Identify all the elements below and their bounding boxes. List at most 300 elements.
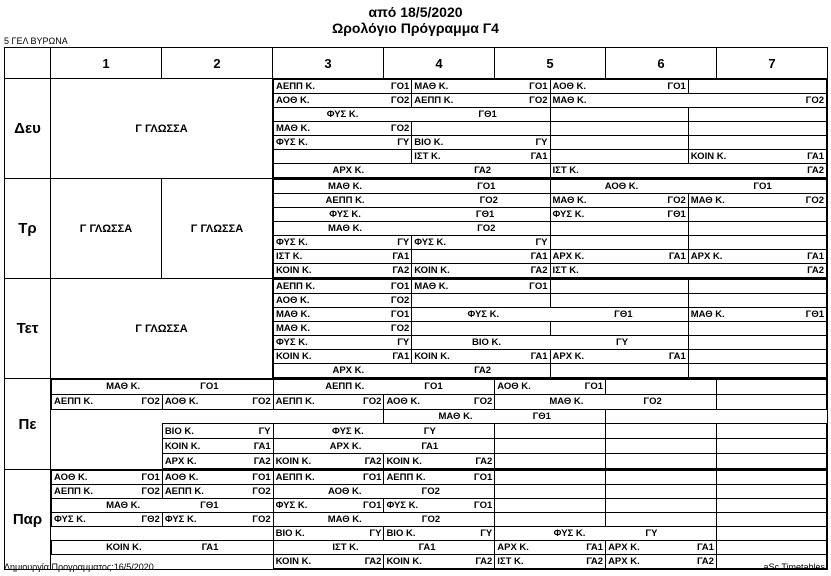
lesson-cell[interactable] xyxy=(412,336,689,350)
lesson-cell[interactable] xyxy=(384,499,495,513)
empty-cell[interactable] xyxy=(550,122,688,136)
table-row xyxy=(274,308,827,322)
lesson-subject: ΑΕΠΠ Κ. xyxy=(54,396,94,408)
lesson-group: ΓΟ2 xyxy=(252,396,271,408)
table-row xyxy=(52,439,827,454)
table-row xyxy=(52,394,827,409)
empty-cell[interactable] xyxy=(606,499,717,513)
lesson-cell[interactable] xyxy=(412,80,550,94)
empty-cell[interactable] xyxy=(716,380,826,395)
page-title xyxy=(0,0,831,36)
lesson-cell[interactable] xyxy=(273,527,384,541)
lesson-group: ΓΥ xyxy=(397,337,410,348)
lesson-group: ΓΟ1 xyxy=(141,472,160,483)
empty-cell[interactable] xyxy=(688,108,826,122)
empty-cell[interactable] xyxy=(550,136,688,150)
lesson-subject: ΜΑΘ Κ. xyxy=(414,81,449,92)
lesson-cell[interactable] xyxy=(412,280,550,294)
lesson-cell[interactable] xyxy=(162,513,273,527)
lesson-subject: ΦΥΣ Κ. xyxy=(276,137,308,148)
lesson-group: ΓΑ1 xyxy=(421,440,439,452)
lesson-group: ΓΥ xyxy=(615,337,629,348)
empty-cell[interactable] xyxy=(606,513,717,527)
lesson-cell[interactable] xyxy=(274,164,551,178)
lesson-subject: ΙΣΤ Κ. xyxy=(276,251,303,262)
lesson-subject: ΒΙΟ Κ. xyxy=(275,528,305,539)
lesson-group: ΓΟ2 xyxy=(141,396,160,408)
lesson-group: ΓΑ1 xyxy=(807,151,824,162)
lesson-cell[interactable] xyxy=(550,80,688,94)
empty-cell[interactable] xyxy=(550,364,688,378)
empty-cell[interactable] xyxy=(716,424,826,439)
column-header-3: 3 xyxy=(273,48,384,79)
lesson-cell[interactable] xyxy=(688,250,826,264)
empty-cell[interactable] xyxy=(606,439,717,454)
empty-cell xyxy=(162,527,273,541)
lesson-group: ΓΘ1 xyxy=(200,500,219,511)
lesson-subject: ΚΟΙΝ Κ. xyxy=(276,265,312,276)
lesson-cell[interactable] xyxy=(412,136,550,150)
lesson-subject: ΑΡΧ Κ. xyxy=(497,542,529,553)
empty-cell xyxy=(606,409,717,424)
lesson-group: ΓΑ1 xyxy=(392,251,410,262)
lesson-cell[interactable] xyxy=(412,94,550,108)
lesson-cell[interactable] xyxy=(550,250,688,264)
lesson-subject: ΑΕΠΠ Κ. xyxy=(276,81,316,92)
empty-cell[interactable] xyxy=(412,294,550,308)
tuesday-lessons xyxy=(273,179,828,279)
lesson-group: ΓΑ2 xyxy=(586,556,604,567)
lesson-cell[interactable] xyxy=(550,164,827,178)
lesson-cell[interactable] xyxy=(384,555,495,569)
lesson-subject: ΜΑΘ Κ. xyxy=(276,123,311,134)
day-row-tuesday xyxy=(5,179,828,279)
lesson-cell[interactable] xyxy=(273,394,384,409)
lesson-cell[interactable] xyxy=(550,350,688,364)
lesson-cell[interactable] xyxy=(274,180,551,194)
lesson-cell[interactable] xyxy=(688,308,826,322)
column-header-2: 2 xyxy=(162,48,273,79)
lesson-subject: ΙΣΤ Κ. xyxy=(552,265,579,276)
lesson-cell[interactable] xyxy=(273,454,384,469)
lesson-cell[interactable] xyxy=(550,264,827,278)
lesson-group: ΓΟ2 xyxy=(252,514,271,525)
empty-cell[interactable] xyxy=(716,513,826,527)
lesson-subject: ΑΡΧ Κ. xyxy=(164,455,197,467)
lesson-group: ΓΟ1 xyxy=(667,81,686,92)
lesson-subject: ΑΡΧ Κ. xyxy=(332,165,365,176)
day-row-wednesday xyxy=(5,279,828,379)
day-label-tuesday: Τρ xyxy=(5,179,51,279)
lesson-subject: ΦΥΣ Κ. xyxy=(332,425,364,437)
lesson-group: ΓΘ1 xyxy=(532,411,551,423)
empty-cell[interactable] xyxy=(688,236,826,250)
table-row xyxy=(52,555,827,569)
column-header-6: 6 xyxy=(606,48,717,79)
lesson-group: ΓΘ2 xyxy=(141,514,160,525)
lesson-group: ΓΑ2 xyxy=(392,265,410,276)
empty-cell[interactable] xyxy=(688,364,826,378)
lesson-subject: ΜΑΘ Κ. xyxy=(276,309,311,320)
lesson-cell[interactable] xyxy=(273,499,384,513)
empty-cell[interactable] xyxy=(550,150,688,164)
lesson-subject: ΒΙΟ Κ. xyxy=(471,337,501,348)
wednesday-lessons xyxy=(273,279,828,379)
lesson-group: ΓΟ2 xyxy=(473,396,493,408)
empty-cell[interactable] xyxy=(606,471,717,485)
lesson-group: ΓΑ1 xyxy=(807,251,824,262)
table-row xyxy=(52,409,827,424)
table-row xyxy=(274,122,827,136)
lesson-group: ΓΟ1 xyxy=(529,81,548,92)
table-row xyxy=(274,150,827,164)
lesson-subject: ΑΟΘ Κ. xyxy=(54,472,88,483)
empty-cell[interactable] xyxy=(550,322,688,336)
lesson-subject: ΑΕΠΠ Κ. xyxy=(54,486,94,497)
lesson-cell[interactable] xyxy=(384,527,495,541)
lesson-subject: ΚΟΙΝ Κ. xyxy=(414,351,450,362)
footer-product: aSc Timetables xyxy=(763,562,825,572)
lesson-cell[interactable] xyxy=(273,471,384,485)
table-row xyxy=(274,336,827,350)
lesson-group: ΓΥ xyxy=(397,237,410,248)
day-label-friday: Παρ xyxy=(5,470,51,570)
lesson-group: ΓΥ xyxy=(369,528,382,539)
lesson-subject: ΑΟΘ Κ. xyxy=(386,396,420,408)
empty-cell[interactable] xyxy=(716,471,826,485)
lesson-cell[interactable] xyxy=(274,94,412,108)
header-row xyxy=(5,48,828,79)
table-row xyxy=(274,250,827,264)
lesson-cell[interactable] xyxy=(52,380,274,395)
lesson-subject: ΚΟΙΝ Κ. xyxy=(276,351,312,362)
lesson-cell[interactable] xyxy=(273,555,384,569)
empty-cell[interactable] xyxy=(688,280,826,294)
empty-cell xyxy=(52,454,163,469)
lesson-group: ΓΟ1 xyxy=(363,500,382,511)
empty-cell[interactable] xyxy=(412,122,550,136)
lesson-subject: ΜΑΘ Κ. xyxy=(552,195,587,206)
empty-cell[interactable] xyxy=(606,424,717,439)
monday-gloss-label: Γ ΓΛΩΣΣΑ xyxy=(135,122,188,135)
monday-gloss-block xyxy=(51,79,273,179)
empty-cell[interactable] xyxy=(716,527,826,541)
lesson-group: ΓΟ1 xyxy=(390,81,410,92)
lesson-subject: ΙΣΤ Κ. xyxy=(497,556,524,567)
lesson-cell[interactable] xyxy=(274,136,412,150)
lesson-group: ΓΟ2 xyxy=(643,396,662,408)
table-row xyxy=(274,280,827,294)
friday-inner-grid xyxy=(51,470,827,569)
lesson-group: ΓΟ1 xyxy=(473,500,493,511)
lesson-group: ΓΟ2 xyxy=(477,223,496,234)
lesson-cell[interactable] xyxy=(384,454,495,469)
lesson-cell[interactable] xyxy=(162,439,273,454)
lesson-cell[interactable] xyxy=(606,555,717,569)
lesson-cell[interactable] xyxy=(495,541,606,555)
empty-cell[interactable] xyxy=(716,499,826,513)
lesson-group: ΓΑ2 xyxy=(364,556,382,567)
lesson-cell[interactable] xyxy=(384,394,495,409)
empty-cell[interactable] xyxy=(495,424,606,439)
lesson-group: ΓΥ xyxy=(397,137,410,148)
lesson-group: ΓΟ1 xyxy=(584,381,604,393)
lesson-cell[interactable] xyxy=(274,222,551,236)
lesson-cell[interactable] xyxy=(274,80,412,94)
empty-cell[interactable] xyxy=(688,336,826,350)
empty-cell xyxy=(273,409,384,424)
lesson-subject: ΑΟΘ Κ. xyxy=(552,81,587,92)
lesson-cell[interactable] xyxy=(52,485,163,499)
lesson-cell[interactable] xyxy=(384,471,495,485)
empty-cell[interactable] xyxy=(716,439,826,454)
lesson-group: ΓΟ2 xyxy=(252,486,271,497)
lesson-subject: ΑΟΘ Κ. xyxy=(276,95,310,106)
table-row xyxy=(52,424,827,439)
table-row xyxy=(274,294,827,308)
lesson-cell[interactable] xyxy=(273,485,495,499)
lesson-subject: ΜΑΘ Κ. xyxy=(690,195,725,206)
empty-cell[interactable] xyxy=(606,380,717,395)
lesson-group: ΓΑ1 xyxy=(668,351,686,362)
lesson-cell[interactable] xyxy=(274,264,412,278)
lesson-subject: ΒΙΟ Κ. xyxy=(164,425,194,437)
lesson-cell[interactable] xyxy=(162,424,273,439)
lesson-cell[interactable] xyxy=(550,194,688,208)
lesson-cell[interactable] xyxy=(495,527,717,541)
empty-cell[interactable] xyxy=(716,454,826,469)
empty-cell[interactable] xyxy=(688,222,826,236)
lesson-subject: ΚΟΙΝ Κ. xyxy=(164,440,201,452)
lesson-subject: ΑΕΠΠ Κ. xyxy=(276,281,316,292)
empty-cell[interactable] xyxy=(716,394,826,409)
empty-cell xyxy=(52,409,163,424)
lesson-group: ΓΑ1 xyxy=(253,440,271,452)
column-header-5: 5 xyxy=(495,48,606,79)
wednesday-gloss-block xyxy=(51,279,273,379)
lesson-group: ΓΑ1 xyxy=(586,542,604,553)
lesson-cell[interactable] xyxy=(273,439,495,454)
lesson-cell[interactable] xyxy=(52,513,163,527)
tuesday-gloss-label-1: Γ ΓΛΩΣΣΑ xyxy=(79,222,133,235)
table-row xyxy=(52,380,827,395)
lesson-cell[interactable] xyxy=(412,264,550,278)
lesson-cell[interactable] xyxy=(162,485,273,499)
lesson-subject: ΑΕΠΠ Κ. xyxy=(386,472,426,483)
empty-cell xyxy=(52,439,163,454)
lesson-cell[interactable] xyxy=(274,322,412,336)
lesson-group: ΓΑ1 xyxy=(668,251,686,262)
lesson-group: ΓΑ1 xyxy=(392,351,410,362)
empty-cell[interactable] xyxy=(550,236,688,250)
empty-cell[interactable] xyxy=(688,350,826,364)
table-row xyxy=(52,499,827,513)
lesson-group: ΓΑ2 xyxy=(475,556,493,567)
table-row xyxy=(274,108,827,122)
empty-cell[interactable] xyxy=(274,150,412,164)
table-row xyxy=(274,364,827,378)
empty-cell[interactable] xyxy=(550,108,688,122)
empty-cell xyxy=(162,555,273,569)
lesson-group: ΓΟ2 xyxy=(390,295,410,306)
lesson-group: ΓΟ1 xyxy=(424,381,443,393)
lesson-subject: ΜΑΘ Κ. xyxy=(549,396,584,408)
lesson-cell[interactable] xyxy=(412,350,550,364)
lesson-cell[interactable] xyxy=(495,394,717,409)
lesson-group: ΓΑ2 xyxy=(474,165,491,176)
lesson-cell[interactable] xyxy=(412,250,550,264)
wednesday-inner-grid xyxy=(273,279,827,378)
lesson-cell[interactable] xyxy=(274,336,412,350)
lesson-cell[interactable] xyxy=(688,194,826,208)
lesson-cell[interactable] xyxy=(274,236,412,250)
lesson-cell[interactable] xyxy=(495,380,606,395)
lesson-group: ΓΘ1 xyxy=(614,309,633,320)
table-row xyxy=(52,513,827,527)
empty-cell[interactable] xyxy=(495,499,606,513)
lesson-group: ΓΟ2 xyxy=(479,195,498,206)
empty-cell[interactable] xyxy=(688,322,826,336)
lesson-cell[interactable] xyxy=(52,394,163,409)
lesson-subject: ΜΑΘ Κ. xyxy=(106,381,141,393)
lesson-cell[interactable] xyxy=(274,294,412,308)
footer-created: Δημιουργία Προγραμματος:16/5/2020 xyxy=(4,562,154,572)
day-row-thursday xyxy=(5,379,828,470)
lesson-subject: ΜΑΘ Κ. xyxy=(414,281,449,292)
friday-lessons xyxy=(51,470,828,570)
lesson-cell[interactable] xyxy=(412,308,689,322)
empty-cell[interactable] xyxy=(688,80,826,94)
lesson-group: ΓΟ1 xyxy=(252,472,271,483)
lesson-cell[interactable] xyxy=(273,424,495,439)
lesson-subject: ΚΟΙΝ Κ. xyxy=(275,556,312,567)
lesson-cell[interactable] xyxy=(274,194,551,208)
title-date-line: από 18/5/2020 xyxy=(368,4,463,20)
lesson-cell[interactable] xyxy=(274,208,551,222)
empty-cell[interactable] xyxy=(495,439,606,454)
lesson-cell[interactable] xyxy=(606,541,717,555)
lesson-subject: ΒΙΟ Κ. xyxy=(414,137,444,148)
lesson-subject: ΑΡΧ Κ. xyxy=(552,251,585,262)
lesson-cell[interactable] xyxy=(688,150,826,164)
lesson-subject: ΙΣΤ Κ. xyxy=(414,151,441,162)
day-row-friday xyxy=(5,470,828,570)
wednesday-gloss-label: Γ ΓΛΩΣΣΑ xyxy=(135,322,188,335)
lesson-cell[interactable] xyxy=(550,94,827,108)
thursday-inner-grid xyxy=(51,379,827,469)
empty-cell[interactable] xyxy=(495,485,606,499)
lesson-cell[interactable] xyxy=(412,236,550,250)
empty-cell[interactable] xyxy=(495,454,606,469)
lesson-subject: ΑΟΘ Κ. xyxy=(276,295,310,306)
lesson-cell[interactable] xyxy=(550,180,827,194)
empty-cell[interactable] xyxy=(716,541,826,555)
lesson-subject: ΑΟΘ Κ. xyxy=(164,396,199,408)
lesson-group: ΓΟ1 xyxy=(390,309,410,320)
lesson-group: ΓΑ2 xyxy=(253,455,271,467)
empty-cell[interactable] xyxy=(550,294,688,308)
lesson-cell[interactable] xyxy=(274,250,412,264)
lesson-cell[interactable] xyxy=(162,471,273,485)
timetable-table xyxy=(4,47,828,570)
lesson-cell[interactable] xyxy=(274,308,412,322)
lesson-group: ΓΟ2 xyxy=(805,195,824,206)
empty-cell[interactable] xyxy=(716,485,826,499)
lesson-cell[interactable] xyxy=(162,454,273,469)
table-row xyxy=(274,164,827,178)
table-row xyxy=(52,454,827,469)
lesson-cell[interactable] xyxy=(384,409,606,424)
lesson-group: ΓΟ2 xyxy=(390,323,410,334)
lesson-subject: ΚΟΙΝ Κ. xyxy=(386,455,422,467)
table-row xyxy=(274,236,827,250)
empty-cell[interactable] xyxy=(688,208,826,222)
tuesday-inner-grid xyxy=(273,179,827,278)
lesson-group: ΓΟ1 xyxy=(753,181,772,192)
lesson-cell[interactable] xyxy=(273,380,495,395)
lesson-cell[interactable] xyxy=(274,280,412,294)
empty-cell[interactable] xyxy=(688,122,826,136)
lesson-cell[interactable] xyxy=(162,394,273,409)
lesson-group: ΓΥ xyxy=(423,425,436,437)
lesson-cell[interactable] xyxy=(412,150,550,164)
table-row xyxy=(274,80,827,94)
table-row xyxy=(52,541,827,555)
lesson-cell[interactable] xyxy=(52,499,274,513)
lesson-group: ΓΑ2 xyxy=(697,556,714,567)
lesson-subject: ΚΟΙΝ Κ. xyxy=(386,556,422,567)
empty-cell[interactable] xyxy=(412,322,550,336)
lesson-subject: ΙΣΤ Κ. xyxy=(552,165,579,176)
corner-cell xyxy=(5,48,51,79)
lesson-subject: ΦΥΣ Κ. xyxy=(54,514,86,525)
thursday-lessons xyxy=(51,379,828,470)
empty-cell[interactable] xyxy=(606,485,717,499)
empty-cell[interactable] xyxy=(550,280,688,294)
lesson-group: ΓΟ2 xyxy=(421,486,440,497)
lesson-cell[interactable] xyxy=(273,513,495,527)
lesson-group: ΓΑ1 xyxy=(697,542,714,553)
lesson-cell[interactable] xyxy=(52,541,274,555)
lesson-cell[interactable] xyxy=(274,364,551,378)
empty-cell[interactable] xyxy=(688,136,826,150)
lesson-cell[interactable] xyxy=(274,122,412,136)
day-label-thursday: Πε xyxy=(5,379,51,470)
lesson-group: ΓΟ2 xyxy=(529,95,548,106)
empty-cell[interactable] xyxy=(606,454,717,469)
lesson-subject: ΑΕΠΠ Κ. xyxy=(164,486,204,497)
lesson-subject: ΜΑΘ Κ. xyxy=(552,95,587,106)
empty-cell[interactable] xyxy=(688,294,826,308)
lesson-subject: ΑΡΧ Κ. xyxy=(690,251,723,262)
lesson-group: ΓΟ1 xyxy=(390,281,410,292)
lesson-group: ΓΟ2 xyxy=(390,95,410,106)
lesson-cell[interactable] xyxy=(273,541,495,555)
lesson-cell[interactable] xyxy=(52,471,163,485)
lesson-group: ΓΘ1 xyxy=(475,209,495,220)
empty-cell[interactable] xyxy=(495,471,606,485)
lesson-cell[interactable] xyxy=(274,108,551,122)
lesson-cell[interactable] xyxy=(274,350,412,364)
lesson-cell[interactable] xyxy=(550,208,688,222)
monday-inner-grid xyxy=(273,79,827,178)
lesson-cell[interactable] xyxy=(495,555,606,569)
empty-cell[interactable] xyxy=(550,222,688,236)
empty-cell[interactable] xyxy=(495,513,606,527)
lesson-subject: ΑΟΘ Κ. xyxy=(327,486,362,497)
lesson-subject: ΑΕΠΠ Κ. xyxy=(414,95,454,106)
table-row xyxy=(274,94,827,108)
